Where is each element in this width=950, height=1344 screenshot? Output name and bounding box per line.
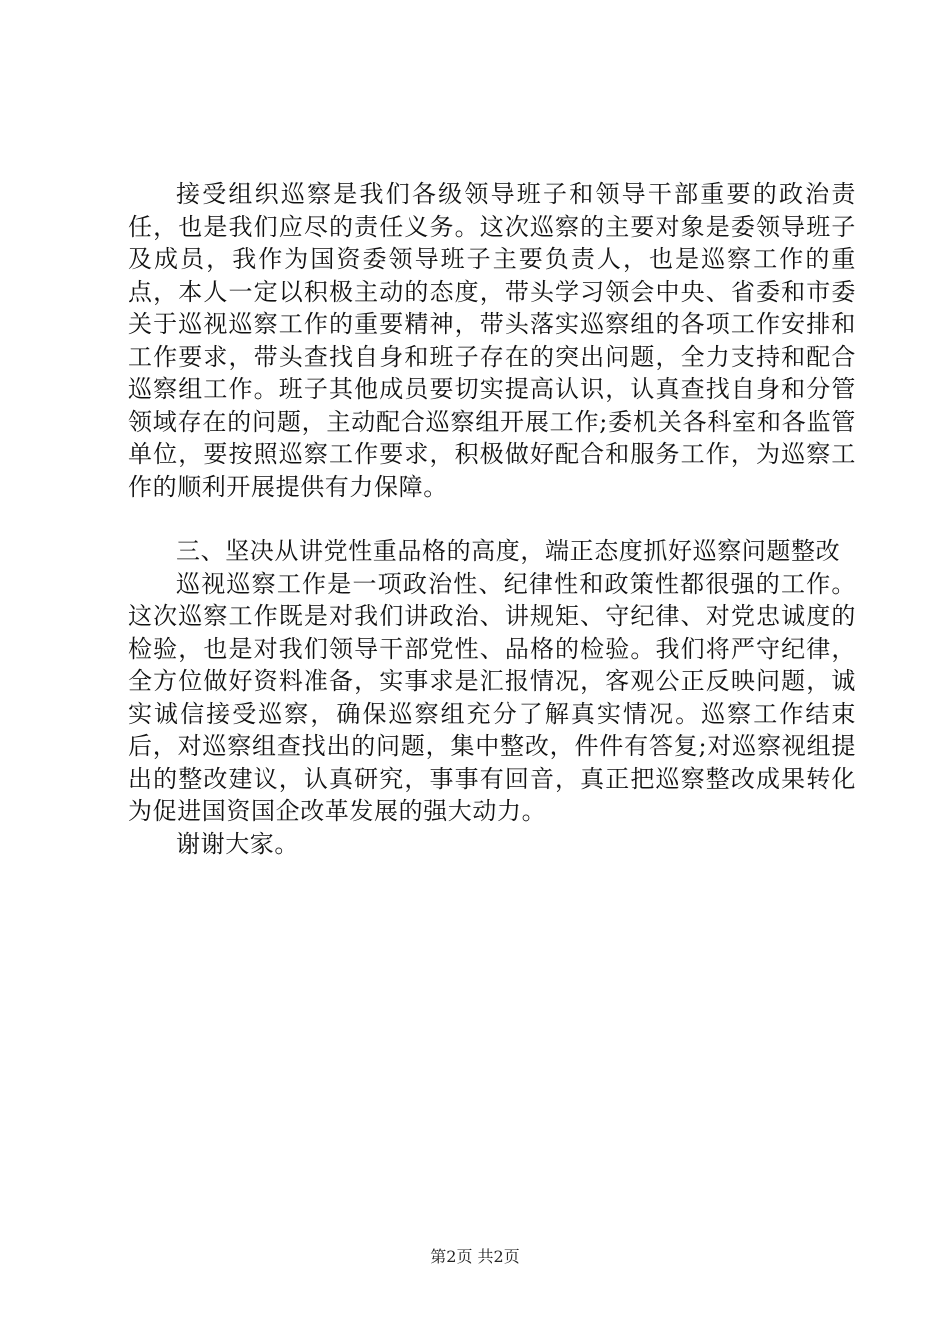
body-paragraph: 巡视巡察工作是一项政治性、纪律性和政策性都很强的工作。这次巡察工作既是对我们讲政治、讲规矩、守纪律、对党忠诚度的检验，也是对我们领导干部党性、品格的检验。我们将严守纪律，全方位做好资料准备，实事求是汇报情况，客观公正反映问题，诚实诚信接受巡察，确保巡察组充分了解真实情况。巡察工作结束后，对巡察组查找出的问题，集中整改，件件有答复;对巡察视组提出的整改建议，认真研究，事事有回音，真正把巡察整改成果转化为促进国资国企改革发展的强大动力。 [128, 569, 856, 825]
body-paragraph: 接受组织巡察是我们各级领导班子和领导干部重要的政治责任，也是我们应尽的责任义务。这次巡察的主要对象是委领导班子及成员，我作为国资委领导班子主要负责人，也是巡察工作的重点，本人一定以积极主动的态度，带头学习领会中央、省委和市委关于巡视巡察工作的重要精神，带头落实巡察组的各项工作安排和工作要求，带头查找自身和班子存在的突出问题，全力支持和配合巡察组工作。班子其他成员要切实提高认识，认真查找自身和分管领域存在的问题，主动配合巡察组开展工作;委机关各科室和各监管单位，要按照巡察工作要求，积极做好配合和服务工作，为巡察工作的顺利开展提供有力保障。 [128, 180, 856, 501]
closing-remark: 谢谢大家。 [176, 829, 299, 858]
page-number-footer: 第2页 共2页 [430, 1247, 520, 1266]
section-heading: 三、坚决从讲党性重品格的高度，端正态度抓好巡察问题整改 [176, 537, 841, 565]
document-body [128, 178, 856, 860]
